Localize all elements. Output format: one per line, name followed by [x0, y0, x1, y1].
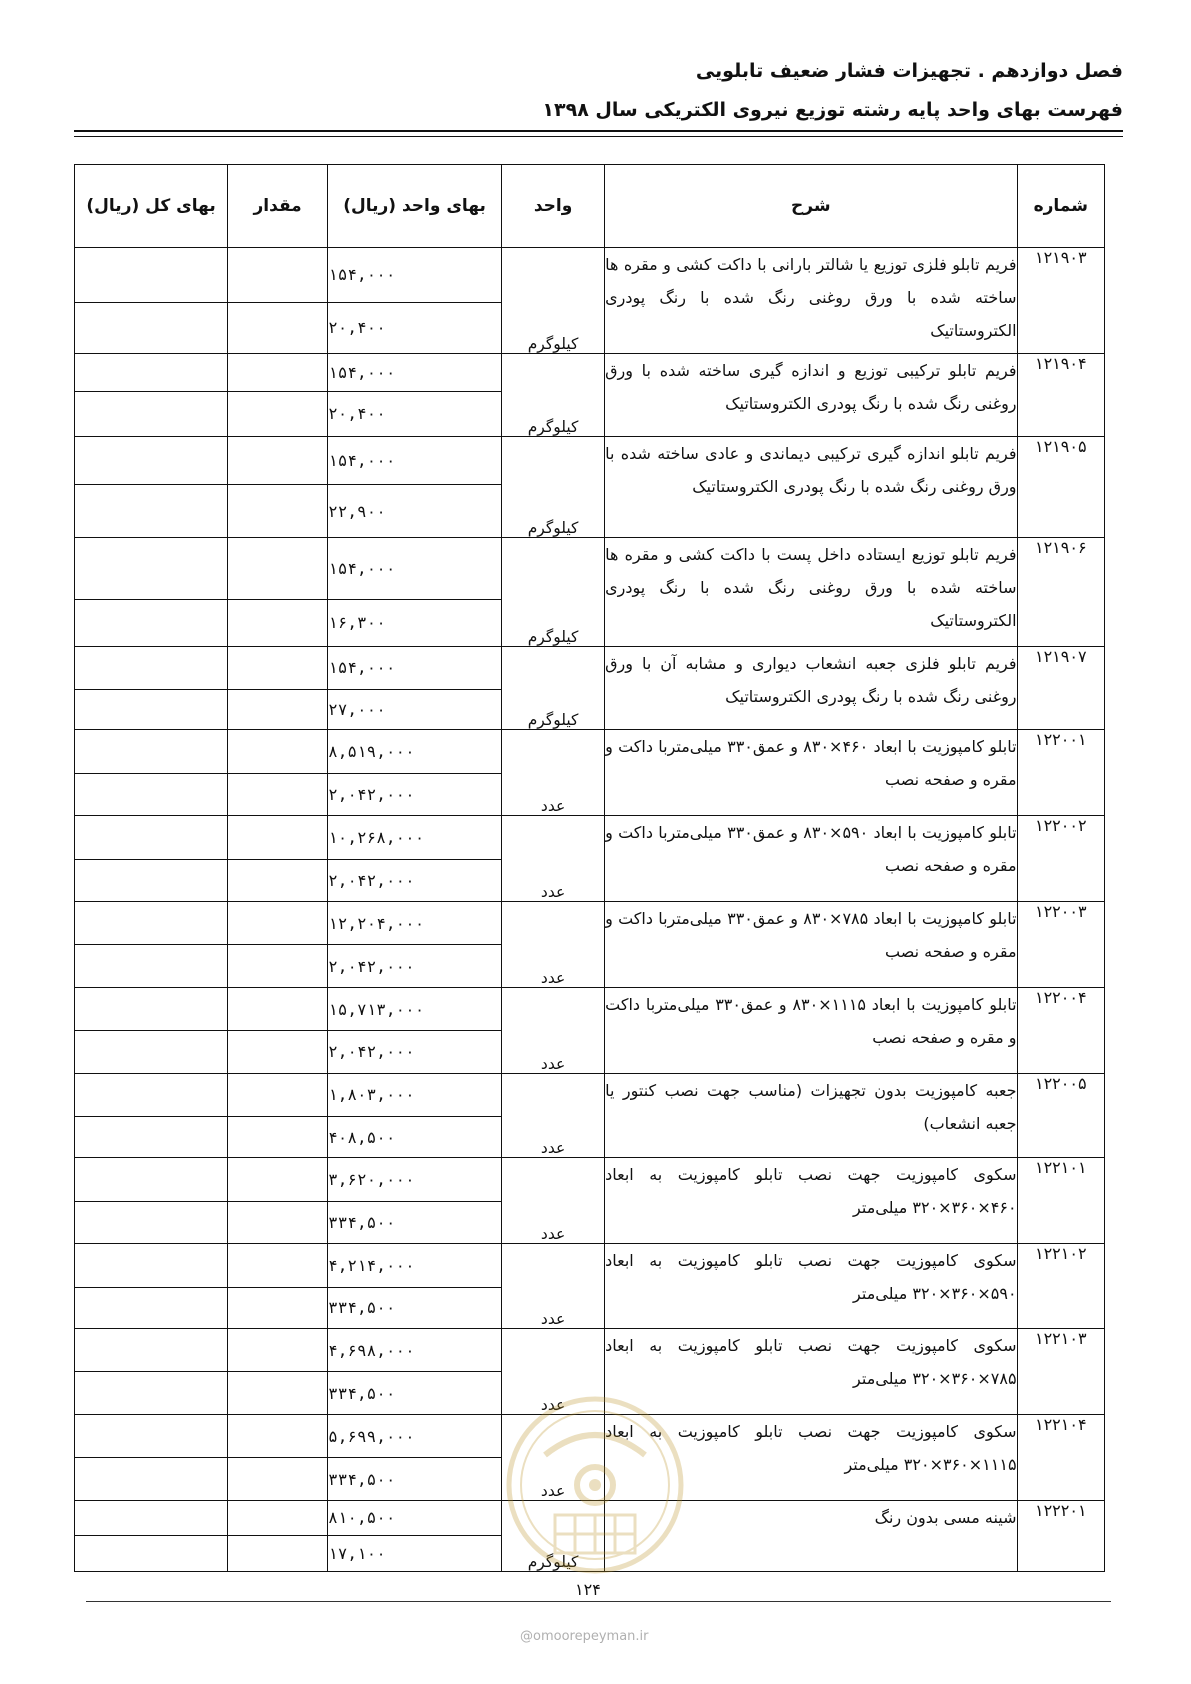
- unit-price-install: ۳۳۴,۵۰۰: [328, 1372, 502, 1414]
- total-cell[interactable]: [75, 436, 228, 485]
- unit-price-install: ۳۳۴,۵۰۰: [328, 1458, 502, 1500]
- qty-cell[interactable]: [228, 1073, 328, 1116]
- item-unit: عدد: [502, 730, 605, 816]
- qty-cell[interactable]: [228, 392, 328, 437]
- col-header-code: شماره: [1017, 165, 1104, 248]
- item-unit: عدد: [502, 901, 605, 987]
- item-description: فریم تابلو فلزی توزیع یا شالتر بارانی با داکت کشی و مقره ها ساخته شده با ورق روغنی رنگ شده با رنگ پودری الکتروستاتیک: [605, 248, 1017, 354]
- total-cell[interactable]: [75, 1201, 228, 1243]
- item-code: ۱۲۲۰۰۲: [1017, 816, 1104, 902]
- footer-rule: [86, 1601, 1111, 1602]
- qty-cell[interactable]: [228, 1244, 328, 1287]
- chapter-title: فصل دوازدهم . تجهیزات فشار ضعیف تابلویی: [695, 60, 1123, 82]
- total-cell[interactable]: [75, 816, 228, 859]
- qty-cell[interactable]: [228, 1500, 328, 1535]
- total-cell[interactable]: [75, 302, 228, 353]
- item-code: ۱۲۱۹۰۶: [1017, 538, 1104, 646]
- item-unit: عدد: [502, 987, 605, 1073]
- qty-cell[interactable]: [228, 1414, 328, 1457]
- qty-cell[interactable]: [228, 436, 328, 485]
- total-cell[interactable]: [75, 1031, 228, 1073]
- unit-price-install: ۲۲,۹۰۰: [328, 485, 502, 538]
- qty-cell[interactable]: [228, 1158, 328, 1201]
- item-description: جعبه کامپوزیت بدون تجهیزات (مناسب جهت نصب کنتور یا جعبه انشعاب): [605, 1073, 1017, 1158]
- unit-price-install: ۲,۰۴۲,۰۰۰: [328, 945, 502, 987]
- total-cell[interactable]: [75, 646, 228, 689]
- item-description: فریم تابلو فلزی جعبه انشعاب دیواری و مشابه آن با ورق روغنی رنگ شده با رنگ پودری الکتروستاتیک: [605, 646, 1017, 730]
- item-description: سکوی کامپوزیت جهت نصب تابلو کامپوزیت به ابعاد ۵۹۰×۳۶۰×۳۲۰ میلی‌متر: [605, 1244, 1017, 1329]
- header-rule-thin: [74, 136, 1123, 137]
- table-row: [75, 436, 1105, 485]
- qty-cell[interactable]: [228, 901, 328, 944]
- item-code: ۱۲۱۹۰۴: [1017, 353, 1104, 436]
- table-row: [75, 1158, 1105, 1201]
- item-description: تابلو کامپوزیت با ابعاد ۷۸۵×۸۳۰ و عمق۳۳۰ میلی‌متربا داکت و مقره و صفحه نصب: [605, 901, 1017, 987]
- unit-price-install: ۳۳۴,۵۰۰: [328, 1201, 502, 1243]
- qty-cell[interactable]: [228, 987, 328, 1030]
- item-description: فریم تابلو توزیع ایستاده داخل پست با داکت کشی و مقره ها ساخته شده با ورق روغنی رنگ شده با رنگ پودری الکتروستاتیک: [605, 538, 1017, 646]
- qty-cell[interactable]: [228, 302, 328, 353]
- item-unit: کیلوگرم: [502, 248, 605, 354]
- unit-price-install: ۳۳۴,۵۰۰: [328, 1287, 502, 1328]
- total-cell[interactable]: [75, 1287, 228, 1328]
- item-code: ۱۲۲۱۰۲: [1017, 1244, 1104, 1329]
- item-code: ۱۲۱۹۰۵: [1017, 436, 1104, 538]
- unit-price-supply: ۱۵,۷۱۳,۰۰۰: [328, 987, 502, 1030]
- item-description: شینه مسی بدون رنگ: [605, 1500, 1017, 1571]
- qty-cell[interactable]: [228, 599, 328, 646]
- unit-price-supply: ۱۰,۲۶۸,۰۰۰: [328, 816, 502, 859]
- item-unit: عدد: [502, 1158, 605, 1244]
- unit-price-supply: ۱۵۴,۰۰۰: [328, 538, 502, 599]
- total-cell[interactable]: [75, 485, 228, 538]
- total-cell[interactable]: [75, 1414, 228, 1457]
- table-row: [75, 816, 1105, 859]
- qty-cell[interactable]: [228, 1329, 328, 1372]
- item-unit: کیلوگرم: [502, 1500, 605, 1571]
- item-description: سکوی کامپوزیت جهت نصب تابلو کامپوزیت به ابعاد ۷۸۵×۳۶۰×۳۲۰ میلی‌متر: [605, 1329, 1017, 1415]
- qty-cell[interactable]: [228, 730, 328, 773]
- unit-price-install: ۲۰,۴۰۰: [328, 302, 502, 353]
- item-unit: کیلوگرم: [502, 436, 605, 538]
- total-cell[interactable]: [75, 1329, 228, 1372]
- total-cell[interactable]: [75, 1372, 228, 1414]
- qty-cell[interactable]: [228, 248, 328, 303]
- qty-cell[interactable]: [228, 859, 328, 901]
- unit-price-install: ۱۶,۳۰۰: [328, 599, 502, 646]
- total-cell[interactable]: [75, 1244, 228, 1287]
- item-unit: عدد: [502, 1073, 605, 1158]
- total-cell[interactable]: [75, 248, 228, 303]
- total-cell[interactable]: [75, 1535, 228, 1571]
- item-unit: عدد: [502, 1244, 605, 1329]
- unit-price-install: ۲,۰۴۲,۰۰۰: [328, 773, 502, 815]
- item-code: ۱۲۲۰۰۱: [1017, 730, 1104, 816]
- total-cell[interactable]: [75, 987, 228, 1030]
- unit-price-supply: ۸,۵۱۹,۰۰۰: [328, 730, 502, 773]
- item-description: تابلو کامپوزیت با ابعاد ۵۹۰×۸۳۰ و عمق۳۳۰ میلی‌متربا داکت و مقره و صفحه نصب: [605, 816, 1017, 902]
- item-code: ۱۲۲۱۰۴: [1017, 1414, 1104, 1500]
- unit-price-supply: ۱۵۴,۰۰۰: [328, 646, 502, 689]
- qty-cell[interactable]: [228, 1458, 328, 1500]
- item-description: فریم تابلو اندازه گیری ترکیبی دیماندی و عادی ساخته شده با ورق روغنی رنگ شده با رنگ پودری الکتروستاتیک: [605, 436, 1017, 538]
- qty-cell[interactable]: [228, 485, 328, 538]
- total-cell[interactable]: [75, 901, 228, 944]
- unit-price-supply: ۴,۶۹۸,۰۰۰: [328, 1329, 502, 1372]
- col-header-qty: مقدار: [228, 165, 328, 248]
- table-row: [75, 730, 1105, 773]
- col-header-desc: شرح: [605, 165, 1017, 248]
- table-header-row: [75, 165, 1105, 248]
- col-header-unit: واحد: [502, 165, 605, 248]
- item-unit: عدد: [502, 1329, 605, 1415]
- item-unit: کیلوگرم: [502, 646, 605, 730]
- unit-price-supply: ۱۲,۲۰۴,۰۰۰: [328, 901, 502, 944]
- qty-cell[interactable]: [228, 773, 328, 815]
- unit-price-supply: ۳,۶۲۰,۰۰۰: [328, 1158, 502, 1201]
- col-header-unit-price: بهای واحد (ریال): [328, 165, 502, 248]
- table-row: [75, 353, 1105, 391]
- qty-cell[interactable]: [228, 1031, 328, 1073]
- qty-cell[interactable]: [228, 1201, 328, 1243]
- item-description: سکوی کامپوزیت جهت نصب تابلو کامپوزیت به ابعاد ۴۶۰×۳۶۰×۳۲۰ میلی‌متر: [605, 1158, 1017, 1244]
- unit-price-install: ۲۷,۰۰۰: [328, 689, 502, 729]
- total-cell[interactable]: [75, 859, 228, 901]
- price-table: [74, 164, 1105, 1572]
- item-code: ۱۲۱۹۰۳: [1017, 248, 1104, 354]
- item-unit: عدد: [502, 816, 605, 902]
- table-row: [75, 1244, 1105, 1287]
- unit-price-install: ۲,۰۴۲,۰۰۰: [328, 859, 502, 901]
- item-description: فریم تابلو ترکیبی توزیع و اندازه گیری ساخته شده با ورق روغنی رنگ شده با رنگ پودری الکتروستاتیک: [605, 353, 1017, 436]
- unit-price-supply: ۸۱۰,۵۰۰: [328, 1500, 502, 1535]
- total-cell[interactable]: [75, 538, 228, 599]
- document-subtitle: فهرست بهای واحد پایه رشته توزیع نیروی الکتریکی سال ۱۳۹۸: [542, 99, 1123, 121]
- unit-price-supply: ۴,۲۱۴,۰۰۰: [328, 1244, 502, 1287]
- total-cell[interactable]: [75, 1073, 228, 1116]
- item-unit: کیلوگرم: [502, 538, 605, 646]
- item-code: ۱۲۲۱۰۳: [1017, 1329, 1104, 1415]
- watermark-stamp-logo: [505, 1395, 685, 1575]
- table-row: [75, 538, 1105, 599]
- header-rule-thick: [74, 130, 1123, 132]
- qty-cell[interactable]: [228, 1287, 328, 1328]
- page-number: ۱۲۴: [575, 1580, 601, 1599]
- unit-price-install: ۲۰,۴۰۰: [328, 392, 502, 437]
- unit-price-install: ۲,۰۴۲,۰۰۰: [328, 1031, 502, 1073]
- item-unit: کیلوگرم: [502, 353, 605, 436]
- unit-price-supply: ۵,۶۹۹,۰۰۰: [328, 1414, 502, 1457]
- item-code: ۱۲۱۹۰۷: [1017, 646, 1104, 730]
- total-cell[interactable]: [75, 773, 228, 815]
- col-header-total: بهای کل (ریال): [75, 165, 228, 248]
- total-cell[interactable]: [75, 945, 228, 987]
- item-unit: عدد: [502, 1414, 605, 1500]
- table-row: [75, 1073, 1105, 1116]
- item-code: ۱۲۲۲۰۱: [1017, 1500, 1104, 1571]
- site-credit: @omoorepeyman.ir: [520, 1629, 649, 1644]
- item-code: ۱۲۲۰۰۵: [1017, 1073, 1104, 1158]
- unit-price-supply: ۱۵۴,۰۰۰: [328, 436, 502, 485]
- item-code: ۱۲۲۰۰۴: [1017, 987, 1104, 1073]
- total-cell[interactable]: [75, 1117, 228, 1158]
- table-row: [75, 1329, 1105, 1372]
- total-cell[interactable]: [75, 392, 228, 437]
- total-cell[interactable]: [75, 1158, 228, 1201]
- qty-cell[interactable]: [228, 945, 328, 987]
- table-row: [75, 901, 1105, 944]
- qty-cell[interactable]: [228, 538, 328, 599]
- total-cell[interactable]: [75, 1500, 228, 1535]
- total-cell[interactable]: [75, 1458, 228, 1500]
- qty-cell[interactable]: [228, 353, 328, 391]
- unit-price-install: ۴۰۸,۵۰۰: [328, 1117, 502, 1158]
- item-code: ۱۲۲۱۰۱: [1017, 1158, 1104, 1244]
- total-cell[interactable]: [75, 730, 228, 773]
- total-cell[interactable]: [75, 689, 228, 729]
- total-cell[interactable]: [75, 353, 228, 391]
- table-row: [75, 646, 1105, 689]
- item-description: سکوی کامپوزیت جهت نصب تابلو کامپوزیت به ابعاد ۱۱۱۵×۳۶۰×۳۲۰ میلی‌متر: [605, 1414, 1017, 1500]
- item-description: تابلو کامپوزیت با ابعاد ۱۱۱۵×۸۳۰ و عمق۳۳۰ میلی‌متربا داکت و مقره و صفحه نصب: [605, 987, 1017, 1073]
- unit-price-install: ۱۷,۱۰۰: [328, 1535, 502, 1571]
- qty-cell[interactable]: [228, 1372, 328, 1414]
- qty-cell[interactable]: [228, 816, 328, 859]
- qty-cell[interactable]: [228, 1117, 328, 1158]
- unit-price-supply: ۱۵۴,۰۰۰: [328, 353, 502, 391]
- total-cell[interactable]: [75, 599, 228, 646]
- item-description: تابلو کامپوزیت با ابعاد ۴۶۰×۸۳۰ و عمق۳۳۰ میلی‌متربا داکت و مقره و صفحه نصب: [605, 730, 1017, 816]
- unit-price-supply: ۱,۸۰۳,۰۰۰: [328, 1073, 502, 1116]
- qty-cell[interactable]: [228, 689, 328, 729]
- qty-cell[interactable]: [228, 646, 328, 689]
- table-row: [75, 987, 1105, 1030]
- table-row: [75, 248, 1105, 303]
- unit-price-supply: ۱۵۴,۰۰۰: [328, 248, 502, 303]
- qty-cell[interactable]: [228, 1535, 328, 1571]
- item-code: ۱۲۲۰۰۳: [1017, 901, 1104, 987]
